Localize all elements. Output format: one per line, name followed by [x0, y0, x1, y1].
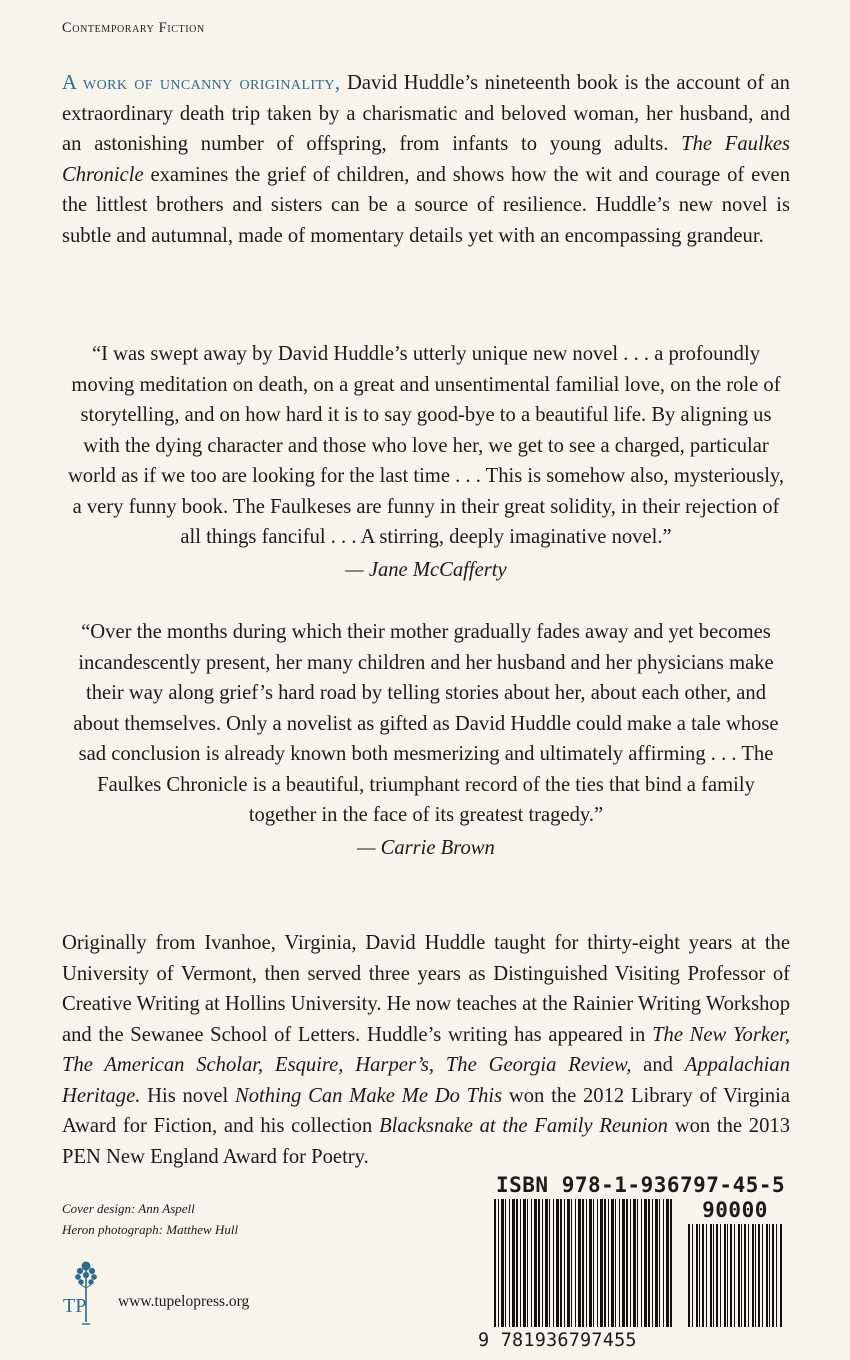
author-bio [62, 928, 790, 1172]
quote-text: “I was swept away by David Huddle’s utterly unique new novel . . . a profoundly moving meditation on death, on a great and unsentimental familial love, on the role of storytelling, and on how hard it is to say good-bye to a beautiful life. By aligning us with the dying character and those who love her, we get to see a charged, particular world as if we too are looking for the last time . . . This is somehow also, mysteriously, a very funny book. The Faulkeses are funny in their great solidity, in their rejection of all things fanciful . . . A stirring, deeply imaginative novel.” [67, 343, 785, 548]
ean-prefix: 9 [478, 1330, 490, 1351]
bio-text: won the 2013 PEN New England Award for Poetry. [62, 1115, 790, 1168]
ean-number [478, 1330, 678, 1351]
endorsement-quote [62, 617, 790, 863]
book-description [62, 68, 790, 251]
credits [62, 1198, 238, 1240]
endorsement-quote [62, 339, 790, 585]
bio-text: His novel [140, 1084, 235, 1107]
photo-credit: Heron photograph: Matthew Hull [62, 1222, 239, 1237]
quote-attribution: — Carrie Brown [357, 836, 495, 859]
bio-publication: Appalachian Heritage. [62, 1054, 790, 1107]
price-code: 90000 [702, 1198, 768, 1222]
logo-letters: TP [63, 1295, 87, 1317]
publisher-url[interactable]: www.tupelopress.org [118, 1293, 250, 1310]
book-title: The Faulkes Chronicle [62, 133, 791, 186]
ean-digits: 781936797455 [500, 1330, 637, 1351]
bio-novel-title: Nothing Can Make Me Do This [234, 1084, 503, 1107]
isbn-label: ISBN 978-1-936797-45-5 [496, 1173, 786, 1197]
quote-attribution: — Jane McCafferty [345, 558, 507, 581]
category-label: Contemporary Fiction [62, 20, 205, 36]
quote-text: “Over the months during which their mother gradually fades away and yet becomes incandescently present, her many children and her husband and her physicians make their way along grief’s hard road by telling stories about her, about each other, and about themselves. Only a novelist as gifted as David Huddle could make a tale whose sad conclusion is already known both mesmerizing and ultimately affirming . . . The Faulkes Chronicle is a beautiful, triumphant record of the ties that bind a family together in the face of its greatest tragedy.” [73, 621, 779, 826]
bio-collection-title: Blacksnake at the Family Reunion [379, 1115, 668, 1137]
bio-publications: The New Yorker, The American Scholar, Esquire, Harper’s, The Georgia Review, [62, 1023, 790, 1076]
tupelo-press-logo-icon [62, 1258, 110, 1330]
ean-barcode [494, 1199, 674, 1327]
description-lead: A work of uncanny originality, [62, 72, 341, 94]
cover-design-credit: Cover design: Ann Aspell [62, 1201, 195, 1216]
bio-text: Originally from Ivanhoe, Virginia, David Huddle taught for thirty-eight years at the University of Vermont, then served three years as Distinguished Visiting Professor of Creative Writing at Hollins University. He now teaches at the Rainier Writing Workshop and the Sewanee School of Letters. Huddle’s writing has appeared in [62, 932, 790, 1046]
description-text: David Huddle’s nineteenth book is the account of an extraordinary death trip taken by a charismatic and beloved woman, her husband, and an astonishing number of offspring, from infants to young adults. [62, 72, 790, 155]
bio-text: won the 2012 Library of Virginia Award for Fiction, and his collection [62, 1084, 790, 1137]
bio-text: and [631, 1054, 685, 1076]
price-barcode [688, 1224, 782, 1327]
description-text-continued: examines the grief of children, and shows how the wit and courage of even the littlest brothers and sisters can be a source of resilience. Huddle’s new novel is subtle and autumnal, made of momentary details yet with an encompassing grandeur. [62, 163, 790, 247]
